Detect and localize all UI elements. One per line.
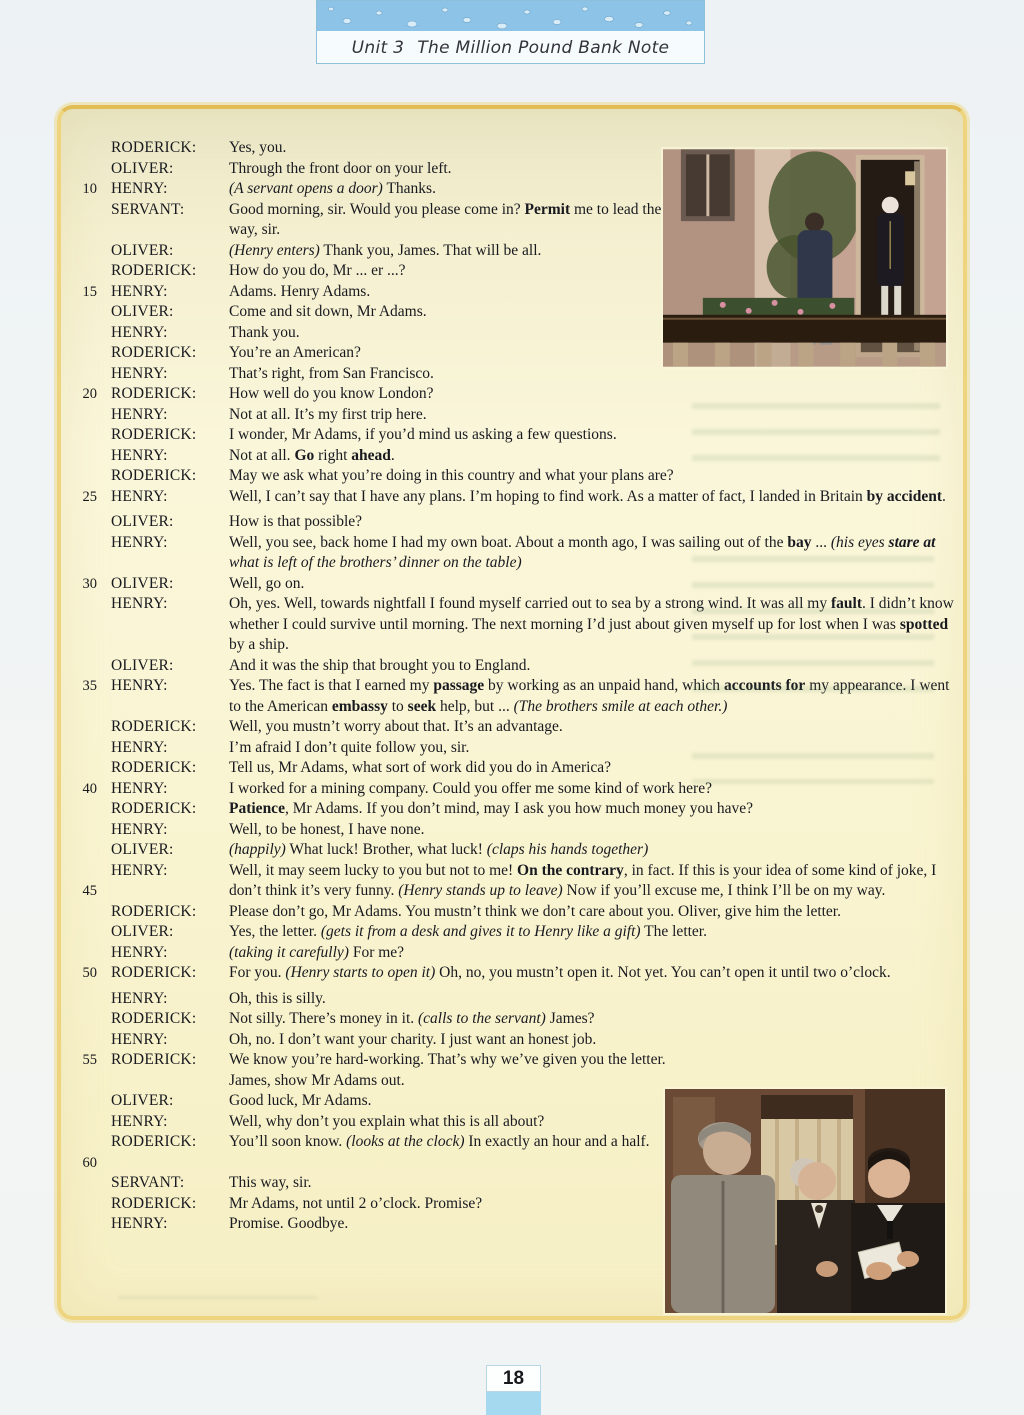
script-line: [65, 384, 963, 405]
speaker-name: RODERICK:: [111, 759, 197, 776]
dialogue-text: How is that possible?: [229, 513, 363, 530]
speaker-name: HENRY:: [111, 405, 168, 423]
speaker-name: RODERICK:: [111, 1051, 197, 1068]
speaker-name: HENRY:: [111, 446, 168, 464]
page-title: The Million Pound Bank Note: [417, 38, 670, 58]
page-number-tab: [486, 1392, 541, 1415]
dialogue-text: Not at all. It’s my first trip here.: [229, 405, 427, 423]
speaker-name: HENRY:: [111, 989, 168, 1007]
line-number: 50: [82, 965, 97, 981]
speaker-name: OLIVER:: [111, 1092, 174, 1109]
speaker-name: RODERICK:: [111, 1010, 197, 1027]
dialogue-text: Not at all. Go right ahead.: [229, 446, 395, 464]
page-number-box: [486, 1365, 541, 1415]
dialogue-text: Thank you.: [229, 323, 300, 341]
speaker-name: OLIVER:: [111, 574, 174, 592]
speaker-name: HENRY:: [111, 738, 168, 756]
speaker-name: HENRY:: [111, 779, 168, 797]
dialogue-text: Please don’t go, Mr Adams. You mustn’t think we don’t care about you. Oliver, give him the letter.: [229, 902, 841, 920]
dialogue-text: Good luck, Mr Adams.: [229, 1092, 372, 1109]
speaker-name: HENRY:: [111, 1030, 168, 1048]
dialogue-text: And it was the ship that brought you to England.: [229, 656, 531, 674]
line-number: 55: [82, 1052, 97, 1068]
script-line: [65, 902, 963, 923]
speaker-name: OLIVER:: [111, 841, 174, 858]
speaker-name: RODERICK:: [111, 1194, 197, 1212]
speaker-name: HENRY:: [111, 1215, 168, 1232]
dialogue-text: You’ll soon know. (looks at the clock) In exactly an hour and a half.: [229, 1133, 650, 1150]
speaker-name: RODERICK:: [111, 800, 197, 817]
photo-doorway-scene: [663, 149, 946, 367]
unit-header: [316, 0, 705, 64]
speaker-name: RODERICK:: [111, 1133, 197, 1150]
script-line: [65, 1030, 963, 1051]
speaker-name: HENRY:: [111, 180, 168, 197]
dialogue-text: I’m afraid I don’t quite follow you, sir.: [229, 738, 470, 756]
dialogue-text: Well, you see, back home I had my own boat. About a month ago, I was sailing out of the bay ... (his eyes stare at what is left of the brothers’ dinner on the table): [229, 533, 936, 571]
speaker-name: RODERICK:: [111, 139, 197, 156]
script-line: [65, 425, 963, 446]
dialogue-text: Mr Adams, not until 2 o’clock. Promise?: [229, 1194, 483, 1212]
dialogue-text: Well, why don’t you explain what this is all about?: [229, 1112, 545, 1130]
dialogue-text: Not silly. There’s money in it. (calls to the servant) James?: [229, 1010, 595, 1027]
script-line: [65, 676, 963, 717]
dialogue-text: This way, sir.: [229, 1174, 312, 1191]
line-number: 45: [82, 883, 97, 899]
script-line: [65, 989, 963, 1010]
dialogue-text: How do you do, Mr ... er ...?: [229, 262, 406, 279]
dialogue-text: Oh, yes. Well, towards nightfall I found myself carried out to sea by a strong wind. It was all my fault. I didn’t know whether I could survive until morning. The next morning I’d just about given myself up for lost when I was spotted by a ship.: [229, 595, 954, 653]
speaker-name: OLIVER:: [111, 513, 174, 530]
speaker-name: RODERICK:: [111, 467, 197, 484]
script-line: [65, 963, 963, 984]
dialogue-text: I worked for a mining company. Could you offer me some kind of work here?: [229, 779, 712, 797]
script-line: [65, 738, 963, 759]
speaker-name: HENRY:: [111, 943, 168, 961]
speaker-name: HENRY:: [111, 323, 168, 341]
dialogue-text: Tell us, Mr Adams, what sort of work did you do in America?: [229, 759, 612, 776]
script-line: [65, 405, 963, 426]
page-number: 18: [486, 1365, 541, 1392]
dialogue-text: Through the front door on your left.: [229, 159, 452, 177]
speaker-name: RODERICK:: [111, 718, 197, 735]
speaker-name: OLIVER:: [111, 241, 174, 259]
speaker-name: OLIVER:: [111, 656, 174, 674]
dialogue-text: (Henry enters) Thank you, James. That will be all.: [229, 241, 542, 259]
script-line: [65, 574, 963, 595]
speaker-name: HENRY:: [111, 820, 168, 838]
dialogue-text: Yes, the letter. (gets it from a desk and gives it to Henry like a gift) The letter.: [229, 923, 707, 940]
dialogue-text: For you. (Henry starts to open it) Oh, no, you mustn’t open it. Not yet. You can’t open it until two o’clock.: [229, 964, 891, 981]
script-line: [65, 656, 963, 677]
speaker-name: RODERICK:: [111, 344, 197, 361]
speaker-name: OLIVER:: [111, 923, 174, 940]
dialogue-text: You’re an American?: [229, 344, 361, 361]
script-line: [65, 533, 963, 574]
dialogue-text: (happily) What luck! Brother, what luck! (claps his hands together): [229, 841, 649, 858]
speaker-name: HENRY:: [111, 533, 168, 551]
dialogue-text: I wonder, Mr Adams, if you’d mind us asking a few questions.: [229, 426, 617, 443]
speaker-name: HENRY:: [111, 677, 168, 694]
speaker-name: HENRY:: [111, 364, 168, 382]
dialogue-text: Well, I can’t say that I have any plans. I’m hoping to find work. As a matter of fact, I landed in Britain by accident.: [229, 487, 946, 505]
speaker-name: HENRY:: [111, 487, 168, 505]
line-number: 25: [82, 488, 97, 505]
script-line: [65, 758, 963, 779]
speaker-name: HENRY:: [111, 1112, 168, 1130]
dialogue-text: May we ask what you’re doing in this country and what your plans are?: [229, 467, 674, 484]
speaker-name: RODERICK:: [111, 964, 197, 981]
dialogue-text: (taking it carefully) For me?: [229, 943, 405, 961]
line-number: 20: [82, 386, 97, 402]
script-line: [65, 779, 963, 800]
dialogue-text: (A servant opens a door) Thanks.: [229, 180, 436, 197]
speaker-name: RODERICK:: [111, 262, 197, 279]
script-line: [65, 1050, 963, 1091]
unit-label: Unit 3: [351, 38, 405, 58]
speaker-name: OLIVER:: [111, 303, 174, 320]
speaker-name: SERVANT:: [111, 1174, 185, 1191]
script-line: [65, 512, 963, 533]
script-line: [65, 487, 963, 508]
dialogue-text: Come and sit down, Mr Adams.: [229, 303, 427, 320]
script-line: [65, 446, 963, 467]
water-droplets-image: [317, 1, 704, 31]
speaker-name: OLIVER:: [111, 159, 174, 177]
dialogue-text: Oh, this is silly.: [229, 989, 326, 1007]
dialogue-text: We know you’re hard-working. That’s why we’ve given you the letter. James, show Mr Adams out.: [229, 1051, 666, 1089]
dialogue-text: Well, go on.: [229, 574, 305, 592]
speaker-name: RODERICK:: [111, 902, 197, 920]
dialogue-text: Well, it may seem lucky to you but not to me! On the contrary, in fact. If this is your idea of some kind of joke, I don’t think it’s very funny. (Henry stands up to leave) Now if you’ll excuse me, I think I’ll be on my way.: [229, 861, 937, 899]
script-line: [65, 820, 963, 841]
dialogue-text: That’s right, from San Francisco.: [229, 364, 434, 382]
speaker-name: SERVANT:: [111, 200, 185, 218]
script-line: [65, 799, 963, 820]
speaker-name: RODERICK:: [111, 426, 197, 443]
dialogue-text: Adams. Henry Adams.: [229, 282, 371, 300]
dialogue-text: Patience, Mr Adams. If you don’t mind, may I ask you how much money you have?: [229, 800, 754, 817]
unit-title: [317, 31, 704, 65]
script-line: [65, 861, 963, 902]
script-line: [65, 594, 963, 656]
line-number: 35: [82, 678, 97, 694]
script-line: [65, 466, 963, 487]
dialogue-text: Well, you mustn’t worry about that. It’s an advantage.: [229, 718, 563, 735]
photo-letter-scene: [665, 1089, 945, 1313]
script-line: [65, 943, 963, 964]
script-line: [65, 922, 963, 943]
speaker-name: HENRY:: [111, 595, 168, 612]
line-number: 15: [82, 283, 97, 300]
line-number: 40: [82, 780, 97, 797]
dialogue-text: How well do you know London?: [229, 385, 434, 402]
script-line: [65, 1009, 963, 1030]
line-number: 10: [82, 181, 97, 197]
dialogue-text: Oh, no. I don’t want your charity. I just want an honest job.: [229, 1030, 597, 1048]
dialogue-text: Yes. The fact is that I earned my passage by working as an unpaid hand, which accounts for my appearance. I went to the American embassy to seek help, but ... (The brothers smile at each other.): [229, 677, 950, 715]
speaker-name: RODERICK:: [111, 385, 197, 402]
dialogue-text: Yes, you.: [229, 139, 287, 156]
line-number: 60: [82, 1154, 97, 1171]
line-number: 30: [82, 575, 97, 592]
dialogue-text: Good morning, sir. Would you please come in? Permit me to lead the way, sir.: [229, 200, 662, 238]
script-line: [65, 840, 963, 861]
dialogue-text: Well, to be honest, I have none.: [229, 820, 425, 838]
speaker-name: HENRY:: [111, 861, 168, 879]
script-line: [65, 717, 963, 738]
speaker-name: HENRY:: [111, 282, 168, 300]
dialogue-text: Promise. Goodbye.: [229, 1215, 349, 1232]
